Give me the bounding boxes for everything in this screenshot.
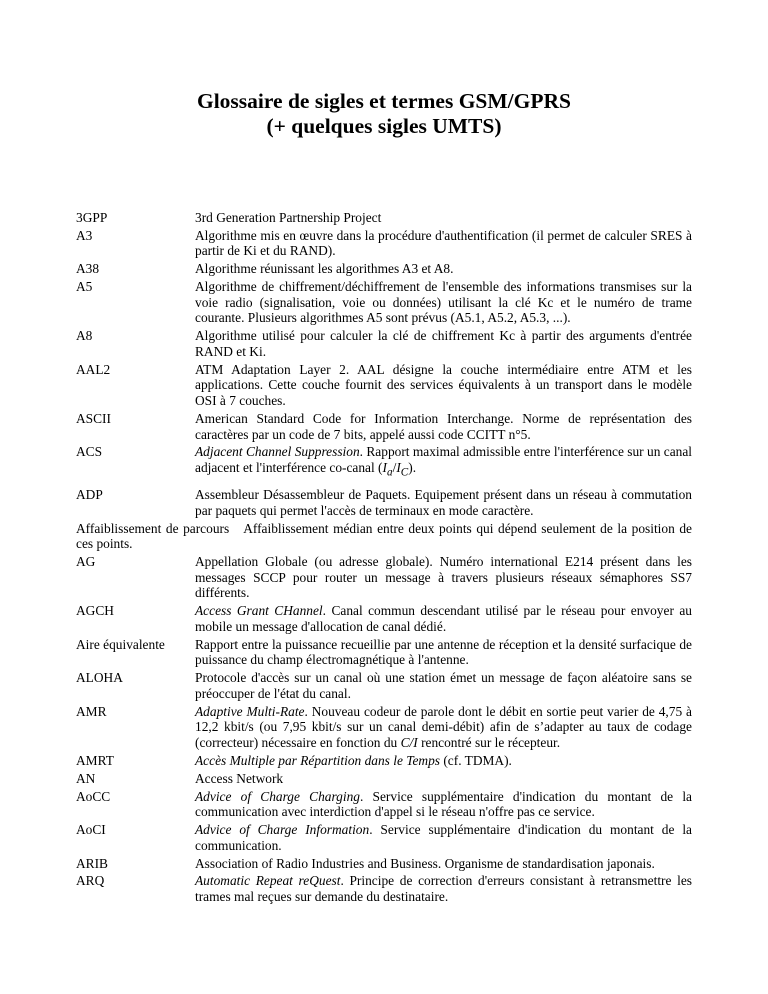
entry-term: ACS bbox=[76, 444, 103, 460]
entry-definition: ATM Adaptation Layer 2. AAL désigne la couche intermédiaire entre ATM et les applications. Cette couche fournit des services équivalents à un transport dans le modèle OSI à 7 couches. bbox=[195, 361, 692, 409]
entry-term: A3 bbox=[76, 227, 93, 243]
glossary-entry-a38 bbox=[76, 261, 692, 277]
entry-definition: Automatic Repeat reQuest. Principe de correction d'erreurs consistant à retransmettre les trames mal reçues sur demande du destinataire. bbox=[195, 873, 692, 905]
glossary-entry-ag bbox=[76, 554, 692, 601]
glossary-entry-affaiblissement bbox=[76, 521, 692, 552]
entry-term: ADP bbox=[76, 487, 103, 503]
glossary-entry-aire-equivalente bbox=[76, 637, 692, 668]
entry-definition: Algorithme mis en œuvre dans la procédure d'authentification (il permet de calculer SRES à partir de Ki et du RAND). bbox=[195, 227, 692, 259]
glossary-list bbox=[76, 210, 692, 907]
glossary-entry-adp bbox=[76, 487, 692, 518]
entry-term: A5 bbox=[76, 279, 93, 295]
entry-definition: Appellation Globale (ou adresse globale). Numéro international E214 présent dans les messages SCCP pour router un message à travers plusieurs réseaux sémaphores SS7 différents. bbox=[195, 554, 692, 601]
document-title bbox=[0, 89, 768, 139]
entry-term: ASCII bbox=[76, 410, 111, 426]
entry-term: AoCI bbox=[76, 822, 106, 838]
entry-term: AG bbox=[76, 554, 96, 570]
title-line-1: Glossaire de sigles et termes GSM/GPRS bbox=[196, 89, 571, 113]
entry-definition: Rapport entre la puissance recueillie par une antenne de réception et la densité surfacique de puissance du champ électromagnétique à l'antenne. bbox=[195, 636, 692, 668]
entry-definition: Accès Multiple par Répartition dans le Temps (cf. TDMA). bbox=[195, 752, 512, 768]
entry-term: AMR bbox=[76, 703, 107, 719]
entry-term: Aire équivalente bbox=[76, 636, 165, 652]
entry-term: A8 bbox=[76, 328, 93, 344]
entry-term: AGCH bbox=[76, 603, 114, 619]
glossary-entry-aloha bbox=[76, 670, 692, 701]
glossary-entry-arq bbox=[76, 873, 692, 904]
entry-term: ARQ bbox=[76, 873, 105, 889]
entry-term: AMRT bbox=[76, 752, 114, 768]
entry-term: 3GPP bbox=[76, 210, 108, 225]
entry-term: Affaiblissement de parcours bbox=[76, 520, 230, 536]
entry-definition: Algorithme réunissant les algorithmes A3 et A8. bbox=[195, 261, 454, 277]
glossary-entry-acs bbox=[76, 444, 692, 481]
glossary-entry-amr bbox=[76, 704, 692, 751]
entry-definition-italic: Adjacent Channel Suppression bbox=[195, 444, 360, 460]
entry-term: ALOHA bbox=[76, 670, 123, 686]
entry-definition: Access Grant CHannel. Canal commun descendant utilisé par le réseau pour envoyer au mobile un message d'allocation de canal dédié. bbox=[195, 603, 692, 634]
entry-definition: Advice of Charge Information. Service supplémentaire d'indication du montant de la communication. bbox=[195, 822, 692, 853]
glossary-entry-amrt bbox=[76, 753, 692, 769]
entry-definition: Adjacent Channel Suppression. Rapport maximal admissible entre l'interférence sur un canal adjacent et l'interférence co-canal $(I_a/I_C)$. bbox=[195, 444, 692, 479]
glossary-entry-3gpp bbox=[76, 210, 692, 226]
glossary-entry-aoci bbox=[76, 822, 692, 853]
entry-definition: American Standard Code for Information Interchange. Norme de représentation des caractères par un code de 7 bits, appelé aussi code CCITT n°5. bbox=[195, 410, 692, 442]
entry-definition: Algorithme de chiffrement/déchiffrement de l'ensemble des informations transmises sur la voie radio (signalisation, voie ou données) utilisant la clé Kc et le numéro de trame courante. Plusieurs algorithmes A5 sont prévus (A5.1, A5.2, A5.3, ...). bbox=[195, 279, 692, 326]
glossary-entry-ascii bbox=[76, 411, 692, 442]
entry-term: AN bbox=[76, 770, 96, 786]
entry-term: A38 bbox=[76, 261, 100, 277]
entry-definition: 3rd Generation Partnership Project bbox=[195, 210, 382, 225]
glossary-entry-aal2 bbox=[76, 362, 692, 409]
glossary-entry-arib bbox=[76, 856, 692, 872]
entry-term: AAL2 bbox=[76, 361, 111, 377]
entry-term: AoCC bbox=[76, 788, 111, 804]
entry-definition: Assembleur Désassembleur de Paquets. Equipement présent dans un réseau à commutation par paquets qui permet l'accès de terminaux en mode caractère. bbox=[195, 487, 692, 518]
glossary-entry-agch bbox=[76, 603, 692, 634]
entry-definition: Association of Radio Industries and Business. Organisme de standardisation japonais. bbox=[195, 855, 655, 871]
entry-definition: Advice of Charge Charging. Service supplémentaire d'indication du montant de la communication avec interdiction d'appel si le réseau n'offre pas ce service. bbox=[195, 788, 692, 820]
glossary-entry-a3 bbox=[76, 228, 692, 259]
entry-definition: Affaiblissement médian entre deux points qui dépend seulement de la position de ces points. bbox=[76, 520, 692, 552]
title-line-2: (+ quelques sigles UMTS) bbox=[266, 114, 502, 138]
glossary-entry-aocc bbox=[76, 789, 692, 820]
entry-definition: Protocole d'accès sur un canal où une station émet un message de façon aléatoire sans se préoccuper de l'état du canal. bbox=[195, 670, 692, 701]
entry-definition: Algorithme utilisé pour calculer la clé de chiffrement Kc à partir des arguments d'entrée RAND et Ki. bbox=[195, 328, 692, 359]
entry-definition: Access Network bbox=[195, 770, 284, 786]
glossary-entry-a8 bbox=[76, 328, 692, 359]
entry-definition: Adaptive Multi-Rate. Nouveau codeur de parole dont le débit en sortie peut varier de 4,75 à 12,2 kbit/s (ou 7,95 kbit/s sur un canal demi-débit) afin de s’adapter au taux de codage (correcteur) nécessaire en fonction du C/I rencontré sur le récepteur. bbox=[195, 703, 693, 750]
glossary-entry-a5 bbox=[76, 279, 692, 326]
entry-term: ARIB bbox=[76, 855, 108, 871]
glossary-entry-an bbox=[76, 771, 692, 787]
